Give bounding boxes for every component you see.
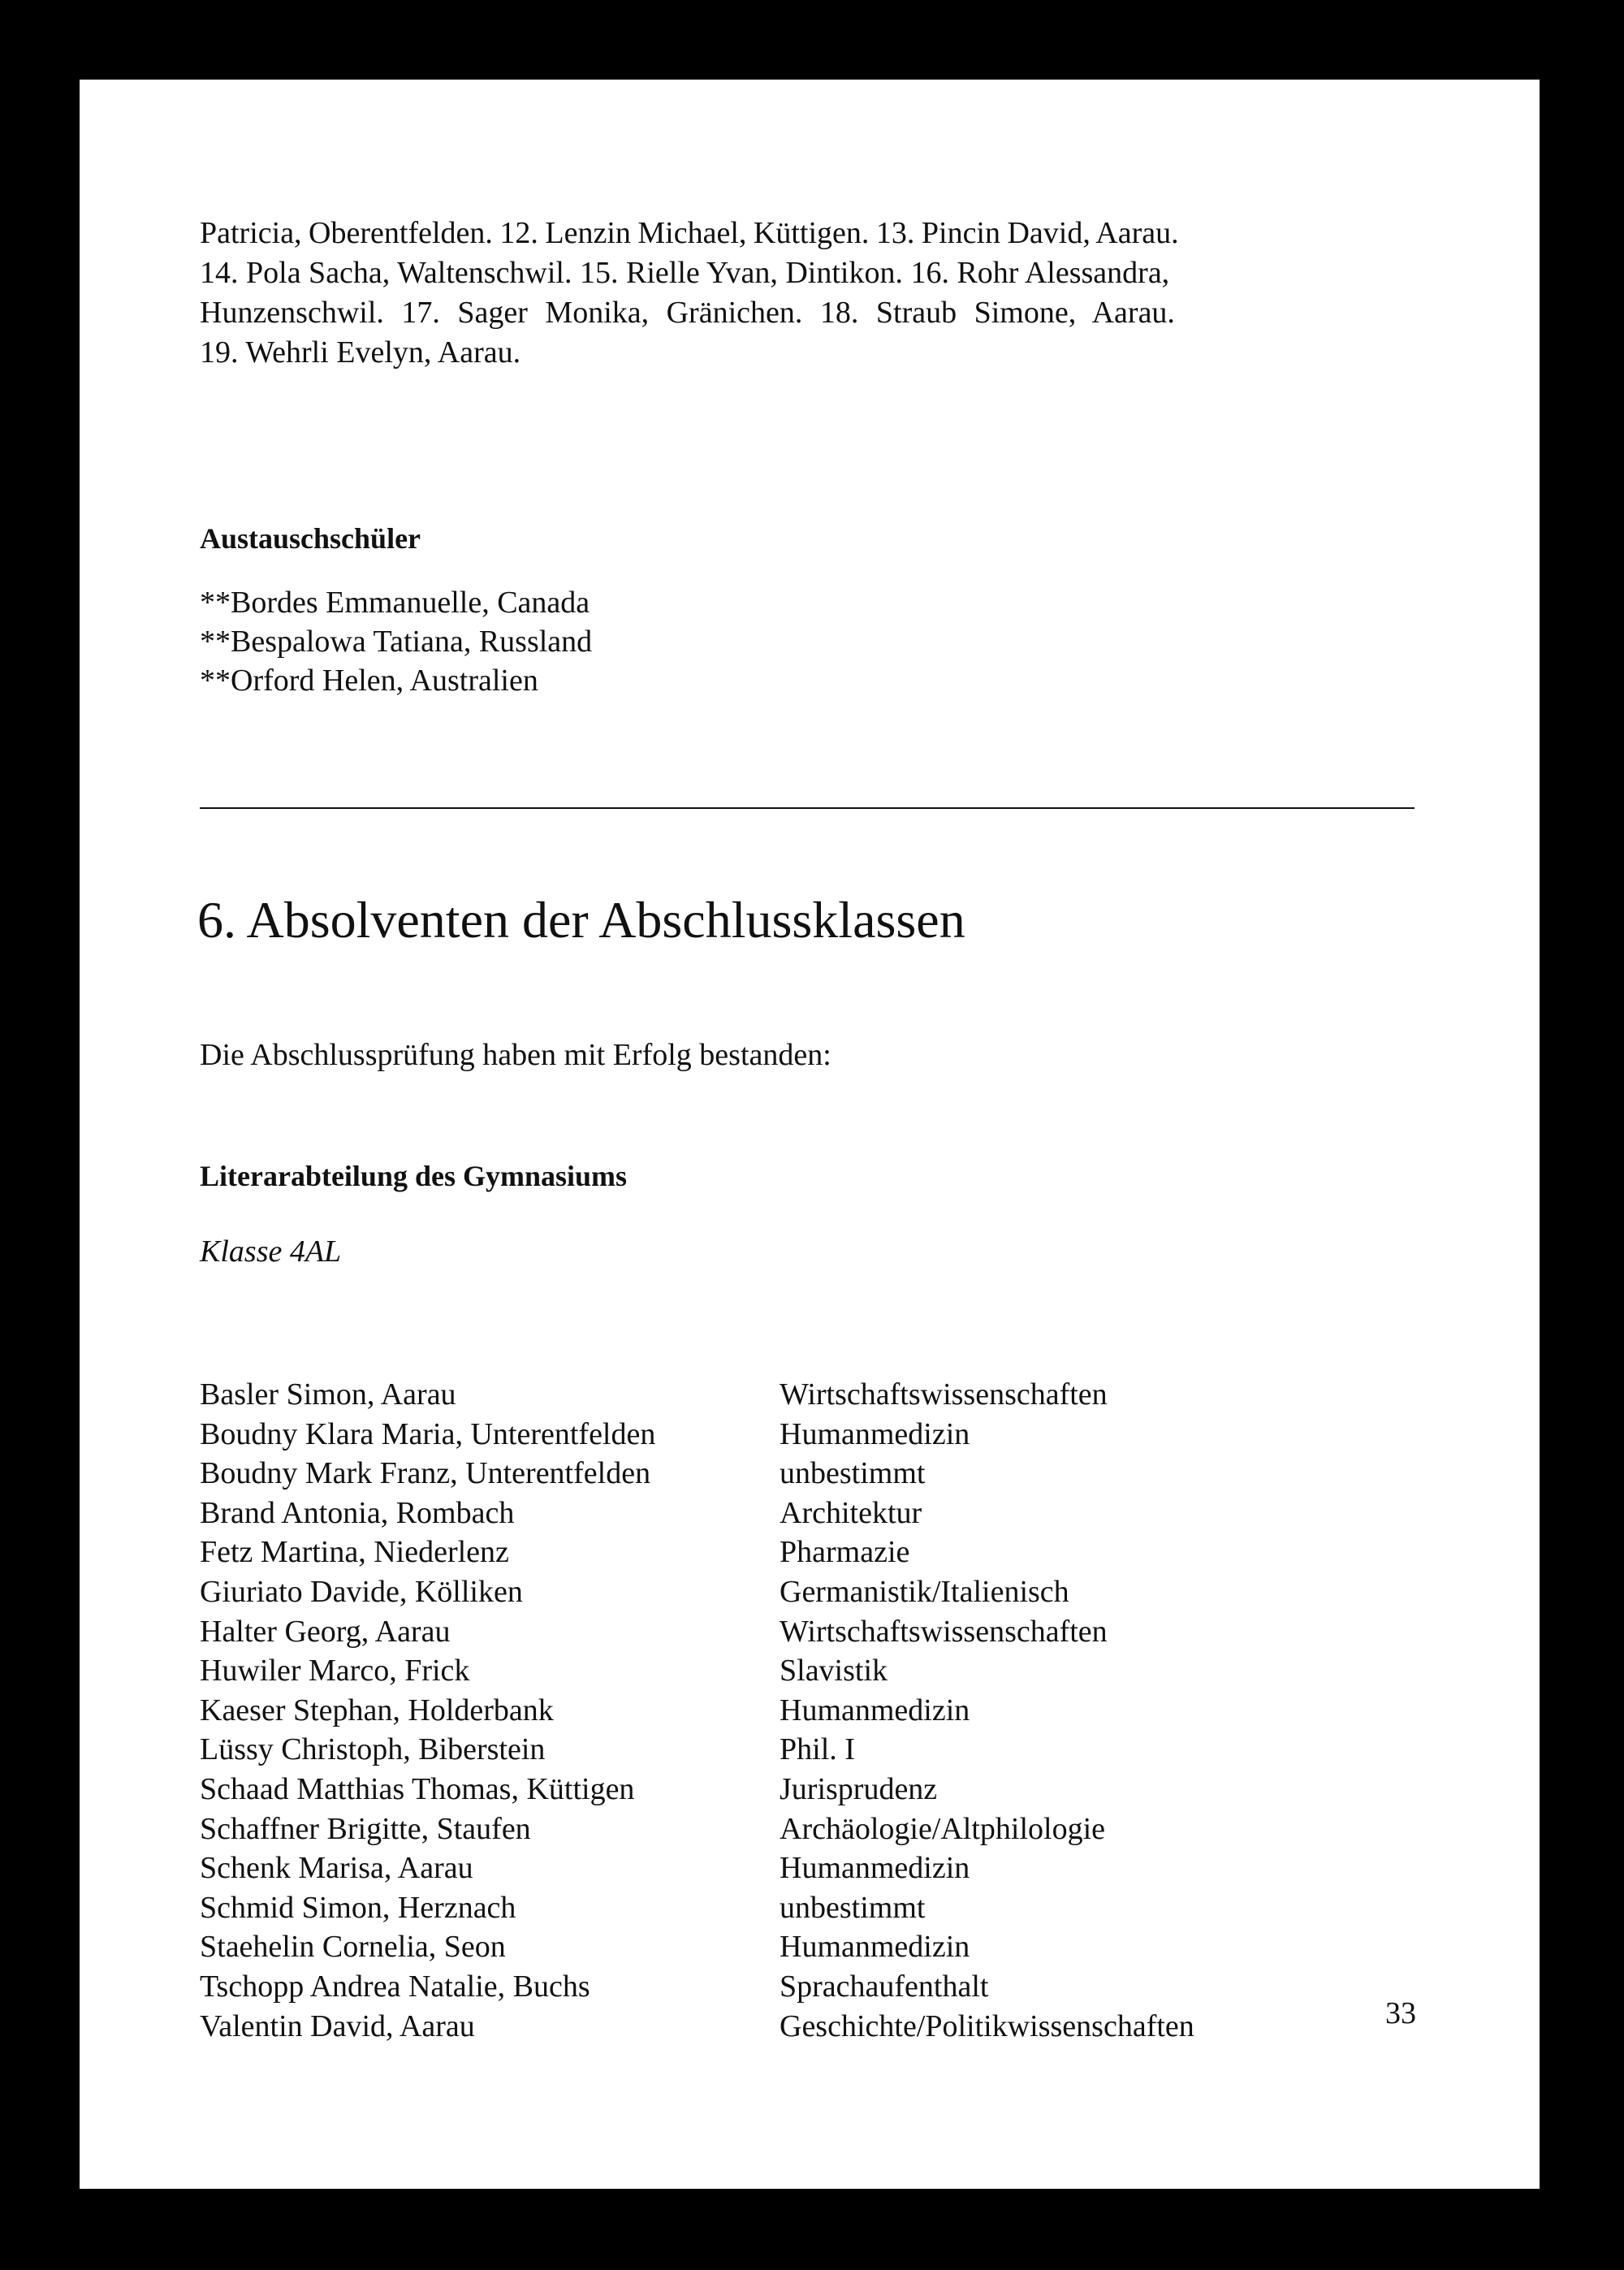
document-page [80, 80, 1540, 2189]
graduate-name: Brand Antonia, Rombach [200, 1495, 515, 1530]
graduate-name: Basler Simon, Aarau [200, 1377, 456, 1412]
section-divider [200, 807, 1415, 809]
graduate-row [200, 1810, 1194, 1849]
intro-line: Patricia, Oberentfelden. 12. Lenzin Michael, Küttigen. 13. Pincin David, Aarau. [200, 216, 1179, 250]
graduate-row [200, 1375, 1194, 1415]
graduate-name: Lüssy Christoph, Biberstein [200, 1732, 546, 1767]
department-heading: Literarabteilung des Gymnasiums [200, 1160, 628, 1192]
exchange-student: **Bespalowa Tatiana, Russland [200, 625, 593, 659]
graduate-name: Halter Georg, Aarau [200, 1614, 451, 1649]
page-number: 33 [1385, 1996, 1416, 2030]
graduate-field: Geschichte/Politikwissenschaften [780, 2008, 1194, 2043]
graduate-row [200, 1691, 1194, 1731]
intro-line: 14. Pola Sacha, Waltenschwil. 15. Rielle Yvan, Dintikon. 16. Rohr Alessandra, [200, 256, 1170, 290]
graduate-row [200, 1927, 1194, 1967]
graduate-row [200, 1572, 1194, 1612]
graduate-field: Humanmedizin [780, 1416, 970, 1451]
graduate-list [200, 1375, 1194, 2046]
graduate-name: Giuriato Davide, Kölliken [200, 1574, 523, 1609]
graduate-row [200, 1848, 1194, 1888]
graduate-field: Wirtschaftswissenschaften [780, 1377, 1108, 1412]
graduate-name: Boudny Mark Franz, Unterentfelden [200, 1456, 651, 1491]
section-title: 6. Absolventen der Abschlussklassen [197, 891, 965, 949]
graduate-field: Phil. I [780, 1732, 855, 1767]
graduate-row [200, 1494, 1194, 1533]
graduate-field: Architektur [780, 1495, 922, 1530]
graduate-name: Schaffner Brigitte, Staufen [200, 1811, 531, 1846]
graduate-field: Sprachaufenthalt [780, 1969, 989, 2004]
graduate-row [200, 1454, 1194, 1494]
graduate-row [200, 2007, 1194, 2047]
graduate-field: Archäologie/Altphilologie [780, 1811, 1106, 1846]
exchange-student: **Orford Helen, Australien [200, 664, 538, 698]
section-lead: Die Abschlussprüfung haben mit Erfolg bestanden: [200, 1038, 831, 1072]
graduate-field: Wirtschaftswissenschaften [780, 1614, 1108, 1649]
graduate-name: Huwiler Marco, Frick [200, 1654, 470, 1688]
graduate-row [200, 1770, 1194, 1810]
graduate-row [200, 1612, 1194, 1652]
graduate-field: Humanmedizin [780, 1693, 970, 1727]
graduate-field: Pharmazie [780, 1535, 910, 1570]
intro-paragraph [200, 214, 1415, 373]
intro-line: Hunzenschwil. 17. Sager Monika, Gränichen. 18. Straub Simone, Aarau. [200, 296, 1175, 330]
graduate-field: Humanmedizin [780, 1851, 970, 1886]
exchange-heading: Austauschschüler [200, 522, 421, 555]
graduate-field: Slavistik [780, 1654, 888, 1688]
graduate-name: Schenk Marisa, Aarau [200, 1851, 473, 1886]
graduate-row [200, 1533, 1194, 1572]
graduate-field: Germanistik/Italienisch [780, 1574, 1069, 1609]
exchange-student: **Bordes Emmanuelle, Canada [200, 586, 590, 620]
graduate-field: unbestimmt [780, 1890, 926, 1925]
graduate-name: Staehelin Cornelia, Seon [200, 1930, 506, 1965]
graduate-name: Boudny Klara Maria, Unterentfelden [200, 1416, 656, 1451]
graduate-row [200, 1730, 1194, 1770]
graduate-name: Fetz Martina, Niederlenz [200, 1535, 509, 1570]
graduate-row [200, 1967, 1194, 2007]
graduate-field: Humanmedizin [780, 1930, 970, 1965]
graduate-field: unbestimmt [780, 1456, 926, 1491]
graduate-name: Kaeser Stephan, Holderbank [200, 1693, 554, 1727]
class-label: Klasse 4AL [200, 1234, 342, 1269]
graduate-field: Jurisprudenz [780, 1771, 938, 1806]
graduate-row [200, 1888, 1194, 1928]
intro-line: 19. Wehrli Evelyn, Aarau. [200, 335, 521, 370]
graduate-name: Schmid Simon, Herznach [200, 1890, 516, 1925]
graduate-name: Valentin David, Aarau [200, 2008, 475, 2043]
graduate-row [200, 1651, 1194, 1691]
graduate-name: Schaad Matthias Thomas, Küttigen [200, 1771, 635, 1806]
graduate-row [200, 1415, 1194, 1455]
graduate-name: Tschopp Andrea Natalie, Buchs [200, 1969, 590, 2004]
exchange-student-list [200, 583, 592, 700]
